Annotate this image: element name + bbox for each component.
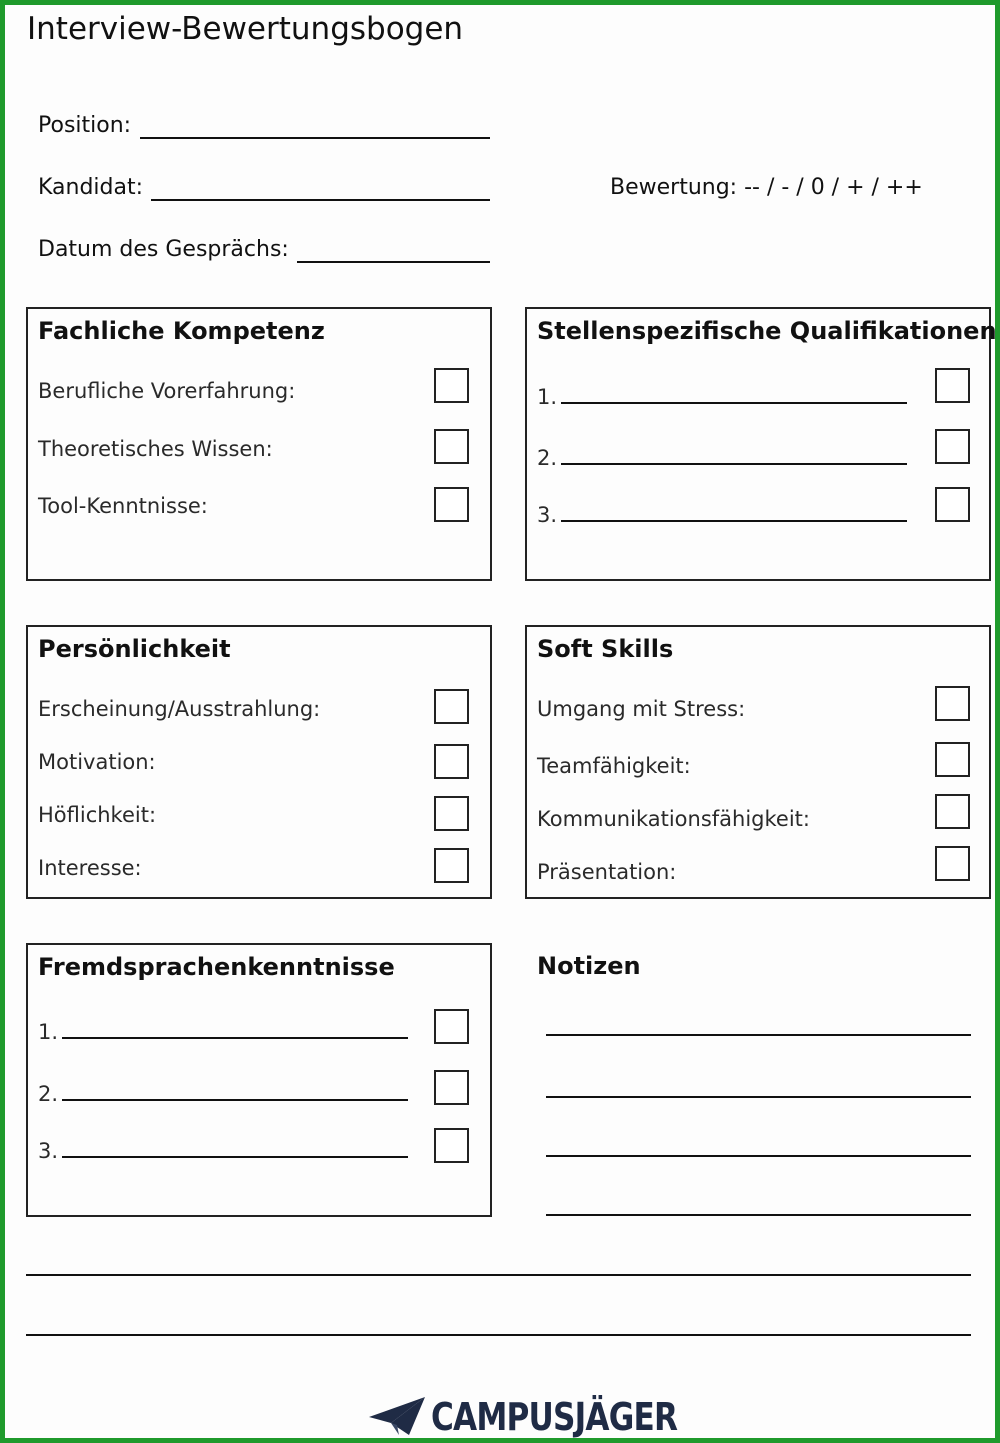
section-title: Soft Skills [537, 635, 674, 663]
notes-line-full[interactable] [26, 1274, 971, 1276]
rating-checkbox[interactable] [434, 368, 469, 403]
notes-line[interactable] [546, 1034, 971, 1036]
page-title: Interview-Bewertungsbogen [27, 11, 464, 47]
item-label: Kommunikationsfähigkeit: [537, 807, 810, 831]
item-number: 1. [38, 1020, 59, 1044]
item-number: 2. [38, 1082, 59, 1106]
item-label: Interesse: [38, 856, 142, 880]
section-title: Stellenspezifische Qualifikationen [537, 317, 997, 345]
notes-title: Notizen [537, 952, 641, 980]
rating-checkbox[interactable] [434, 1009, 469, 1044]
item-number: 3. [38, 1139, 59, 1163]
language-line[interactable] [62, 1099, 408, 1101]
item-label: Theoretisches Wissen: [38, 437, 273, 461]
section-title: Persönlichkeit [38, 635, 231, 663]
section-title: Fachliche Kompetenz [38, 317, 325, 345]
notes-line-full[interactable] [26, 1334, 971, 1336]
item-label: Erscheinung/Ausstrahlung: [38, 697, 321, 721]
position-line[interactable] [140, 137, 490, 139]
kandidat-line[interactable] [151, 199, 490, 201]
qualification-line[interactable] [561, 463, 907, 465]
rating-checkbox[interactable] [935, 368, 970, 403]
rating-checkbox[interactable] [935, 846, 970, 881]
rating-checkbox[interactable] [935, 794, 970, 829]
rating-checkbox[interactable] [935, 429, 970, 464]
notes-line[interactable] [546, 1155, 971, 1157]
item-label: Tool-Kenntnisse: [38, 494, 208, 518]
rating-checkbox[interactable] [434, 487, 469, 522]
rating-checkbox[interactable] [935, 686, 970, 721]
rating-checkbox[interactable] [935, 487, 970, 522]
brand-name: CAMPUSJÄGER [431, 1395, 678, 1439]
item-number: 1. [537, 385, 558, 409]
paper-plane-icon [369, 1395, 425, 1439]
item-label: Umgang mit Stress: [537, 697, 746, 721]
item-number: 3. [537, 503, 558, 527]
rating-checkbox[interactable] [434, 1070, 469, 1105]
section-fremdsprachenkenntnisse [26, 943, 492, 1217]
item-label: Höflichkeit: [38, 803, 157, 827]
qualification-line[interactable] [561, 520, 907, 522]
item-label: Berufliche Vorerfahrung: [38, 379, 296, 403]
position-label: Position: [38, 113, 132, 138]
notes-line[interactable] [546, 1096, 971, 1098]
rating-checkbox[interactable] [434, 429, 469, 464]
rating-checkbox[interactable] [434, 744, 469, 779]
brand-logo [369, 1395, 731, 1439]
kandidat-label: Kandidat: [38, 175, 144, 200]
rating-scale: Bewertung: -- / - / 0 / + / ++ [610, 175, 923, 200]
section-stellenspezifische-qualifikationen [525, 307, 991, 581]
datum-label: Datum des Gesprächs: [38, 237, 289, 262]
item-label: Präsentation: [537, 860, 677, 884]
section-title: Fremdsprachenkenntnisse [38, 953, 395, 981]
rating-checkbox[interactable] [434, 796, 469, 831]
item-label: Motivation: [38, 750, 156, 774]
qualification-line[interactable] [561, 402, 907, 404]
rating-checkbox[interactable] [434, 848, 469, 883]
item-number: 2. [537, 446, 558, 470]
rating-checkbox[interactable] [434, 689, 469, 724]
language-line[interactable] [62, 1156, 408, 1158]
rating-checkbox[interactable] [935, 742, 970, 777]
notes-line[interactable] [546, 1214, 971, 1216]
language-line[interactable] [62, 1037, 408, 1039]
datum-line[interactable] [297, 261, 490, 263]
rating-checkbox[interactable] [434, 1128, 469, 1163]
item-label: Teamfähigkeit: [537, 754, 691, 778]
